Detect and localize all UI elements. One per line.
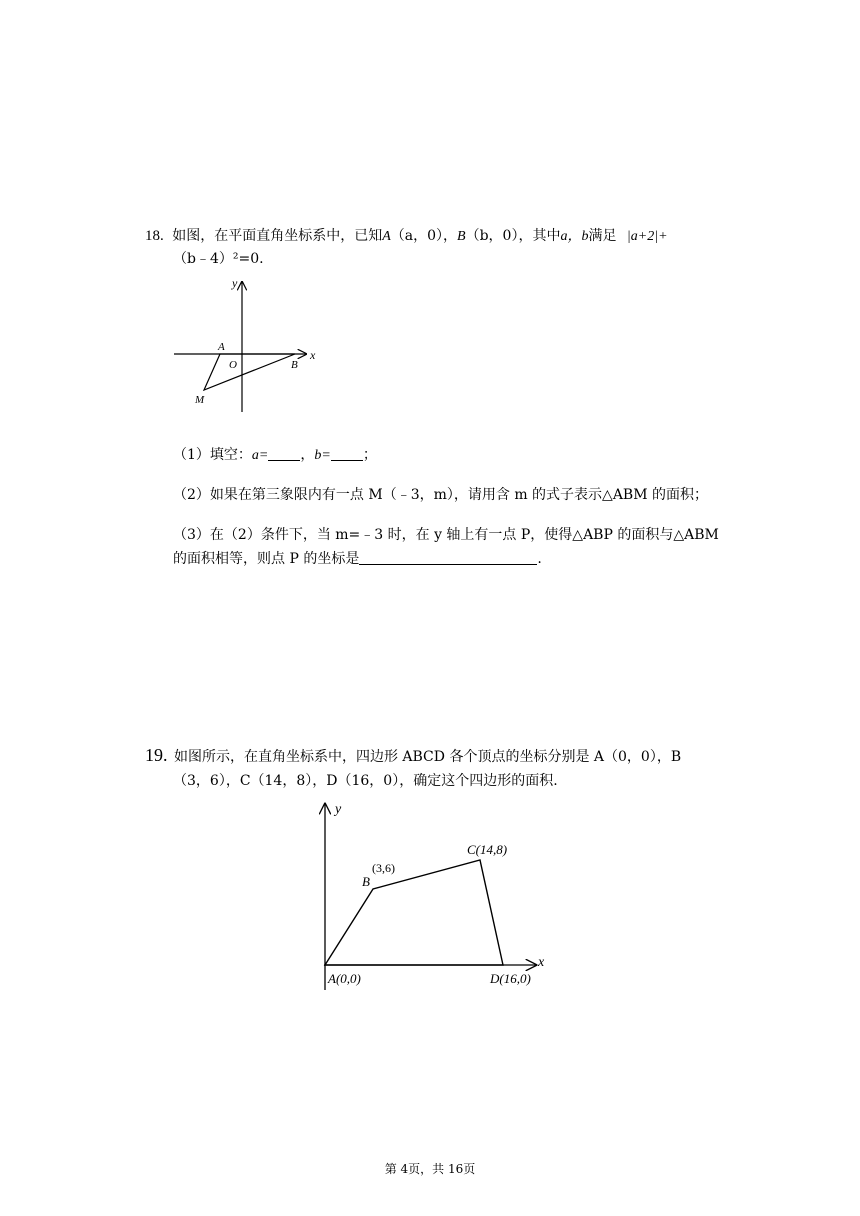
q19-label-c: C(14,8) [467, 842, 508, 857]
q19-line2: （3，6），C（14，8），D（16，0），确定这个四边形的面积. [173, 773, 558, 789]
q19-label-b-coord: (3,6) [372, 861, 395, 875]
q18-part1-b: b= [314, 448, 331, 463]
q19-line1 [145, 745, 681, 767]
q18-part1-end: ； [362, 447, 377, 463]
q18-satisfy: 满足 [588, 228, 617, 244]
q19-label-b: B [362, 874, 370, 889]
q18-part3-line1: （3）在（2）条件下，当 m=﹣3 时，在 y 轴上有一点 P，使得△ABP 的面积与△ABM [173, 527, 719, 543]
q18-part1-sep: ， [300, 447, 315, 463]
page-footer: 第 4页，共 16页 [384, 1162, 476, 1176]
q18-abs-expr: |a+2|+ [626, 229, 668, 244]
q18-ab: a，b [560, 229, 589, 244]
q18-label-a: A [218, 341, 225, 353]
q18-label-y: y [232, 276, 238, 290]
q18-line2: （b﹣4）²=0. [173, 251, 264, 267]
q18-blank-b[interactable] [331, 446, 363, 461]
q18-triangle-abm [204, 354, 295, 390]
q18-part3-line2 [173, 549, 542, 569]
q18-label-m: M [195, 394, 205, 406]
q19-text-1: 如图所示，在直角坐标系中，四边形 ABCD 各个顶点的坐标分别是 A（0，0），B [173, 749, 682, 765]
q18-text-a: 如图，在平面直角坐标系中，已知 [172, 228, 383, 244]
q18-number: 18. [145, 228, 164, 244]
q18-label-o: O [229, 359, 237, 371]
q18-part3-text: 的面积相等，则点 P 的坐标是 [173, 551, 360, 567]
q19-label-d: D(16,0) [490, 971, 531, 986]
q19-label-a: A(0,0) [328, 971, 361, 986]
q18-part1 [173, 445, 377, 466]
q18-point-b: B [457, 229, 466, 244]
q19-label-y: y [335, 802, 342, 817]
q18-blank-a[interactable] [268, 446, 300, 461]
q18-part2: （2）如果在第三象限内有一点 M（﹣3，m），请用含 m 的式子表示△ABM 的面积； [173, 487, 708, 503]
q19-quadrilateral-abcd [325, 860, 503, 965]
q19-figure [300, 796, 560, 996]
q18-point-a: A [382, 229, 391, 244]
q19-label-x: x [538, 955, 545, 970]
q18-part1-a: a= [251, 448, 269, 463]
q18-label-b: B [291, 359, 298, 371]
q18-coord-a: （a，0）， [390, 228, 458, 244]
q18-blank-p[interactable] [359, 550, 537, 565]
q19-number: 19. [145, 745, 168, 765]
q18-line1 [145, 226, 668, 247]
q18-part1-prefix: （1）填空： [173, 447, 252, 463]
q18-part3-end: . [537, 551, 542, 567]
q18-coord-b: （b，0），其中 [465, 228, 561, 244]
q18-label-x: x [310, 348, 316, 362]
q18-figure [170, 276, 330, 416]
